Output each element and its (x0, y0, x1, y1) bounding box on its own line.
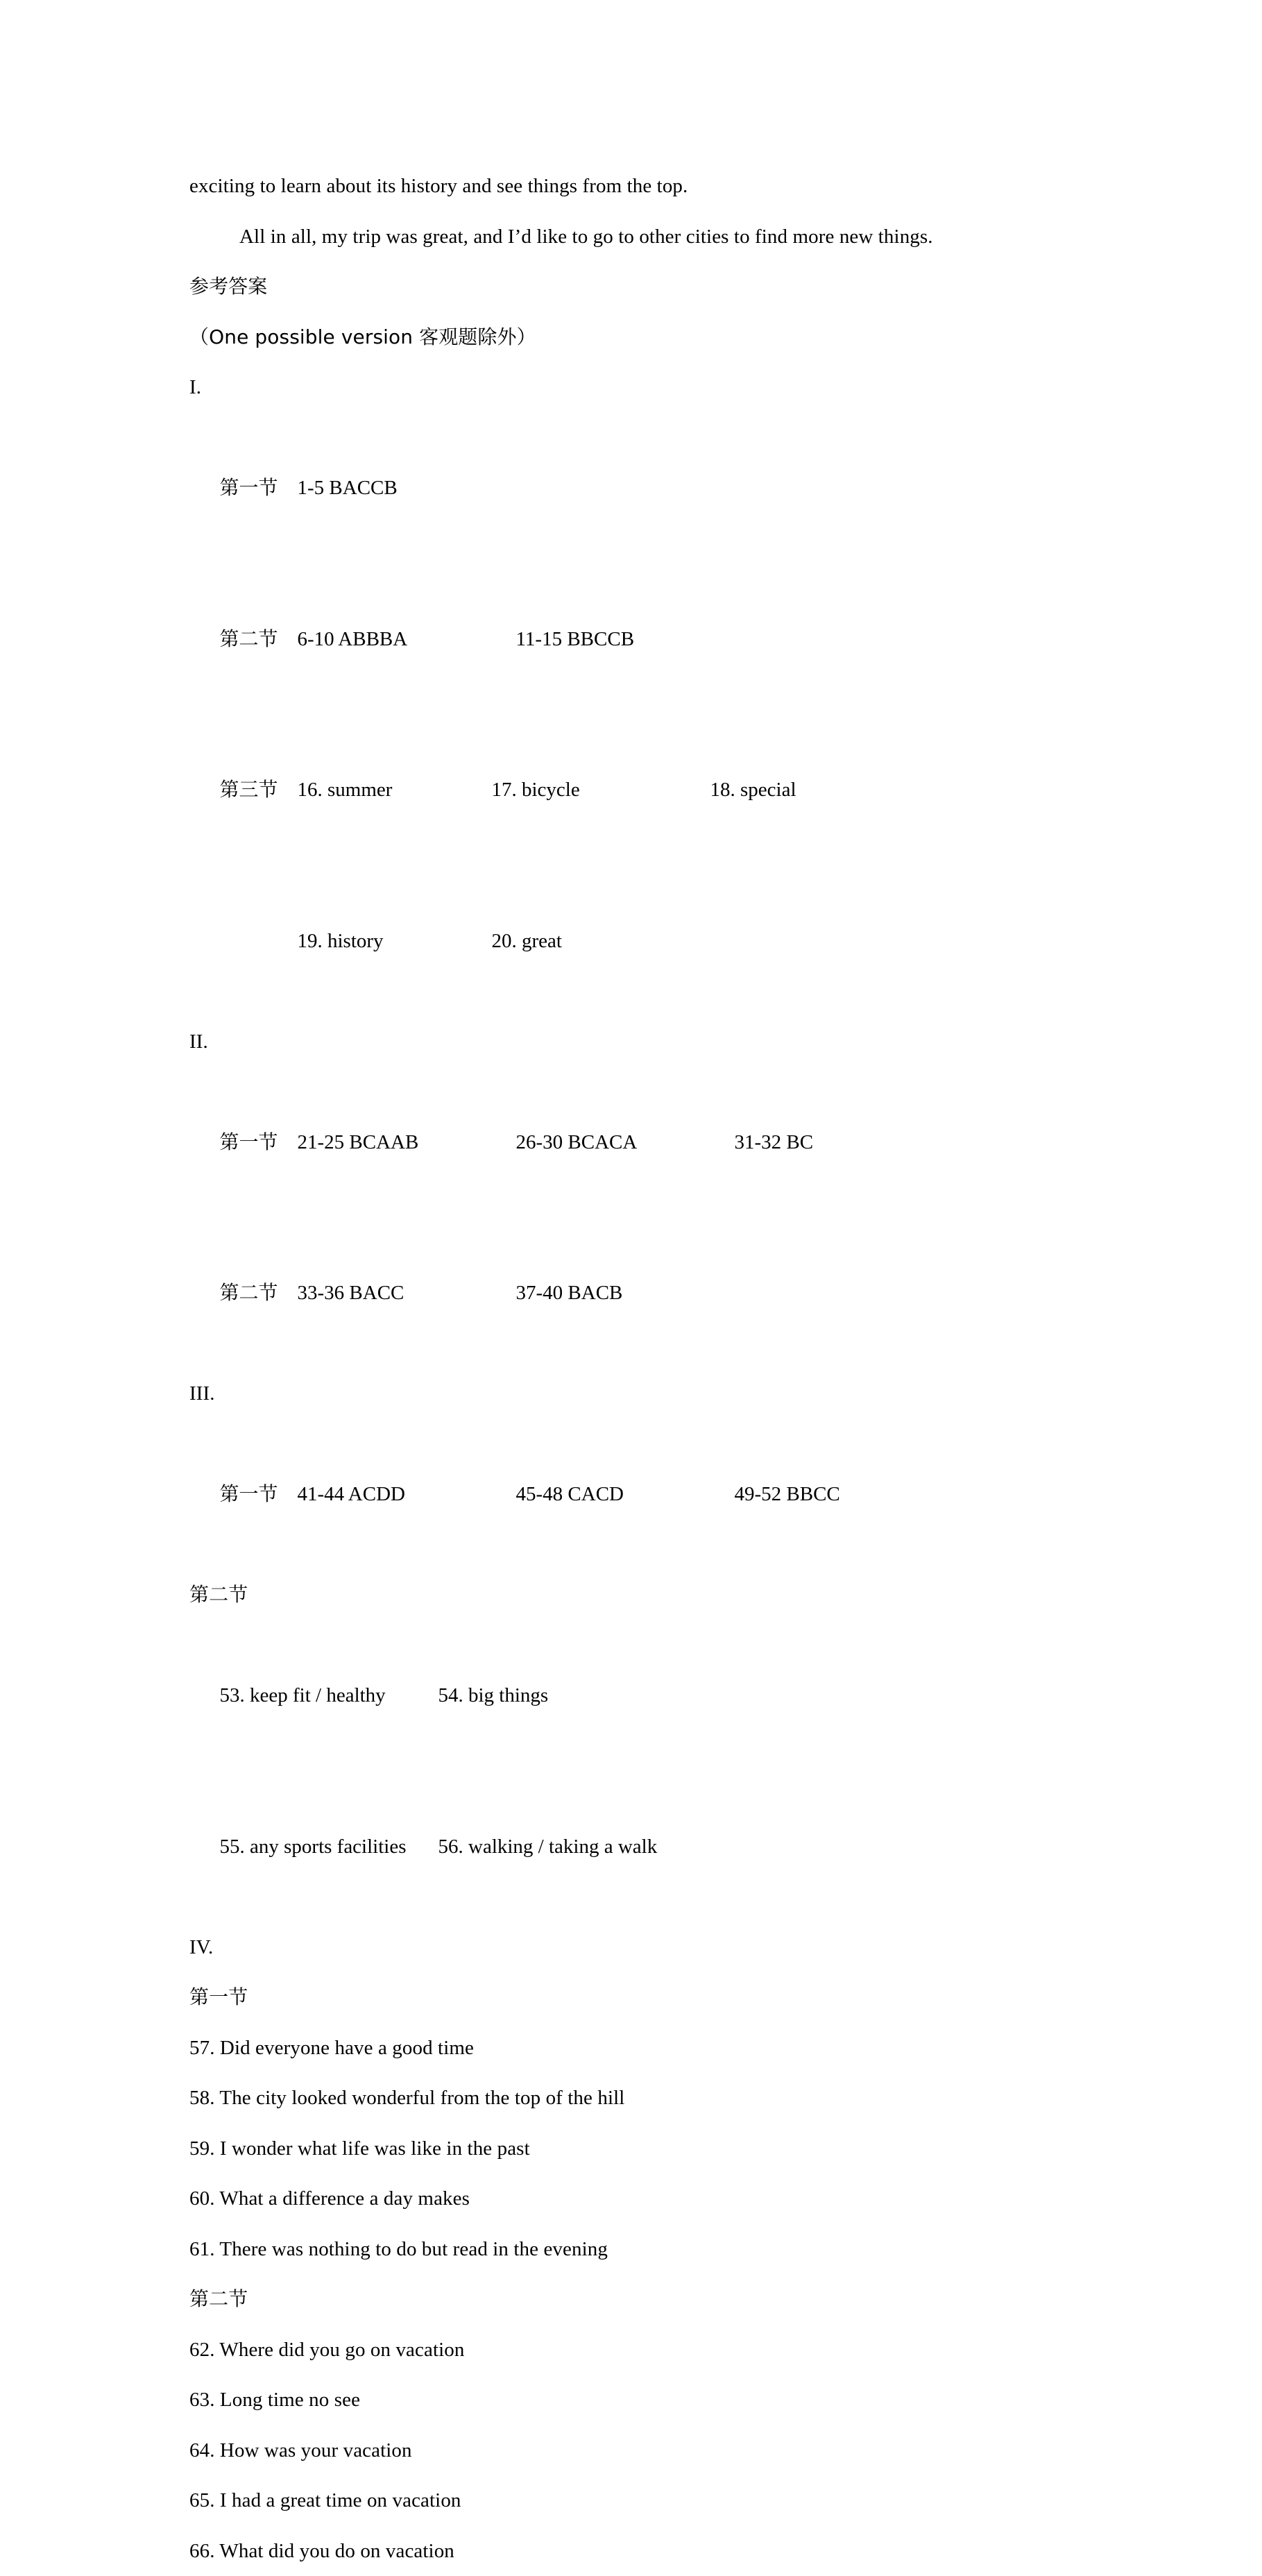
answer-cell: 1-5 BACCB (298, 463, 492, 514)
section-numeral-2: II. (189, 1017, 1091, 1067)
answer-row (189, 413, 1091, 564)
answer-cell: 20. great (492, 916, 710, 967)
answer-row (189, 1620, 1091, 1772)
answer-row (189, 865, 1091, 1017)
essay-line-1: exciting to learn about its history and see things from the top. (189, 161, 1091, 212)
answer-row (189, 715, 1091, 866)
answer-cell: 55. any sports facilities (220, 1822, 438, 1872)
section-numeral-1: I. (189, 362, 1091, 413)
answer-cell: 41-44 ACDD (298, 1469, 516, 1520)
page-content (189, 161, 1091, 2576)
answer-cell: 45-48 CACD (516, 1469, 735, 1520)
essay-line-2: All in all, my trip was great, and I’d like to go to other cities to find more new things. (189, 212, 1091, 262)
answer-cell: 17. bicycle (492, 765, 710, 815)
answer-cell: 26-30 BCACA (516, 1117, 735, 1168)
answer-row (189, 1771, 1091, 1922)
section-label: 第一节 (220, 1117, 298, 1168)
answer-item: 63. Long time no see (189, 2375, 1091, 2425)
answer-cell: 21-25 BCAAB (298, 1117, 516, 1168)
section-label: 第三节 (220, 765, 298, 815)
answer-cell: 33-36 BACC (298, 1268, 516, 1319)
answer-item: 64. How was your vacation (189, 2425, 1091, 2476)
answer-key-subheading: （One possible version 客观题除外） (189, 312, 1091, 363)
answer-cell: 49-52 BBCC (735, 1469, 840, 1520)
answer-item: 66. What did you do on vacation (189, 2526, 1091, 2576)
section-label: 第一节 (189, 1972, 1091, 2023)
section-label: 第二节 (220, 614, 298, 665)
answer-key-heading: 参考答案 (189, 262, 1091, 312)
section-label: 第二节 (220, 1268, 298, 1319)
answer-item: 60. What a difference a day makes (189, 2174, 1091, 2224)
answer-item: 65. I had a great time on vacation (189, 2475, 1091, 2526)
answer-item: 62. Where did you go on vacation (189, 2325, 1091, 2375)
answer-item: 61. There was nothing to do but read in the evening (189, 2224, 1091, 2275)
answer-cell: 6-10 ABBBA (298, 614, 516, 665)
section-numeral-3: III. (189, 1368, 1091, 1419)
answer-row (189, 1067, 1091, 1218)
answer-cell: 18. special (710, 765, 796, 815)
answer-cell: 53. keep fit / healthy (220, 1670, 438, 1721)
answer-item: 57. Did everyone have a good time (189, 2023, 1091, 2074)
section-label: 第二节 (189, 2274, 1091, 2325)
answer-item: 58. The city looked wonderful from the top of the hill (189, 2073, 1091, 2124)
answer-row (189, 564, 1091, 715)
answer-cell: 16. summer (298, 765, 492, 815)
answer-row (189, 1218, 1091, 1369)
answer-row (189, 1419, 1091, 1570)
section-label: 第二节 (189, 1570, 1091, 1620)
answer-cell: 54. big things (438, 1670, 657, 1721)
answer-cell: 11-15 BBCCB (516, 614, 735, 665)
answer-cell: 31-32 BC (735, 1117, 814, 1168)
answer-cell: 19. history (298, 916, 492, 967)
section-label: 第一节 (220, 463, 298, 514)
section-label: 第一节 (220, 1469, 298, 1520)
answer-cell: 37-40 BACB (516, 1268, 735, 1319)
answer-item: 59. I wonder what life was like in the past (189, 2124, 1091, 2174)
answer-cell: 56. walking / taking a walk (438, 1822, 657, 1872)
section-numeral-4: IV. (189, 1922, 1091, 1973)
